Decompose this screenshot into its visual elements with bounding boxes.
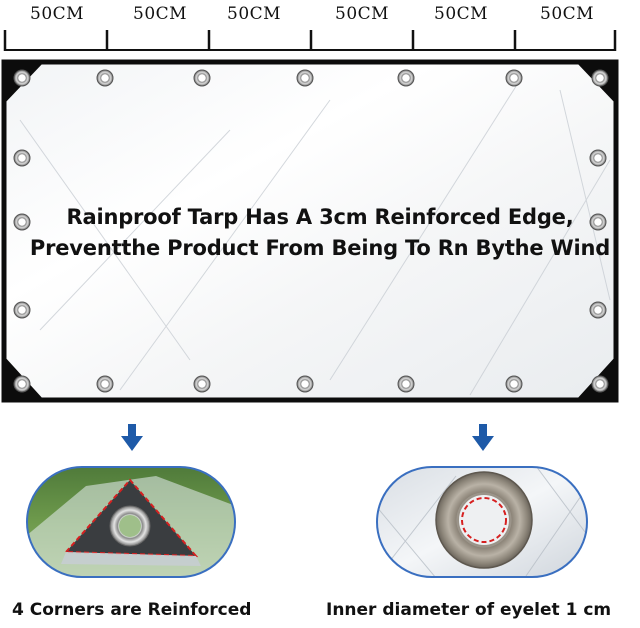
ruler-label-1: 50CM [30,4,85,24]
tarp-headline-line-1: Rainproof Tarp Has A 3cm Reinforced Edge, [66,205,574,229]
tarp-headline-line-2: Preventthe Product From Being To Rn Bythe Wind [29,236,611,260]
eyelet-detail-photo [376,466,588,578]
down-arrow-icon [472,424,494,452]
down-arrow-icon [121,424,143,452]
ruler-label-2: 50CM [133,4,188,24]
eyelet-caption: Inner diameter of eyelet 1 cm [326,600,612,620]
ruler-label-5: 50CM [434,4,489,24]
corner-detail-photo [26,466,236,578]
ruler-label-4: 50CM [335,4,390,24]
ruler-label-6: 50CM [540,4,595,24]
corner-caption: 4 Corners are Reinforced [12,600,252,620]
ruler-label-3: 50CM [227,4,282,24]
